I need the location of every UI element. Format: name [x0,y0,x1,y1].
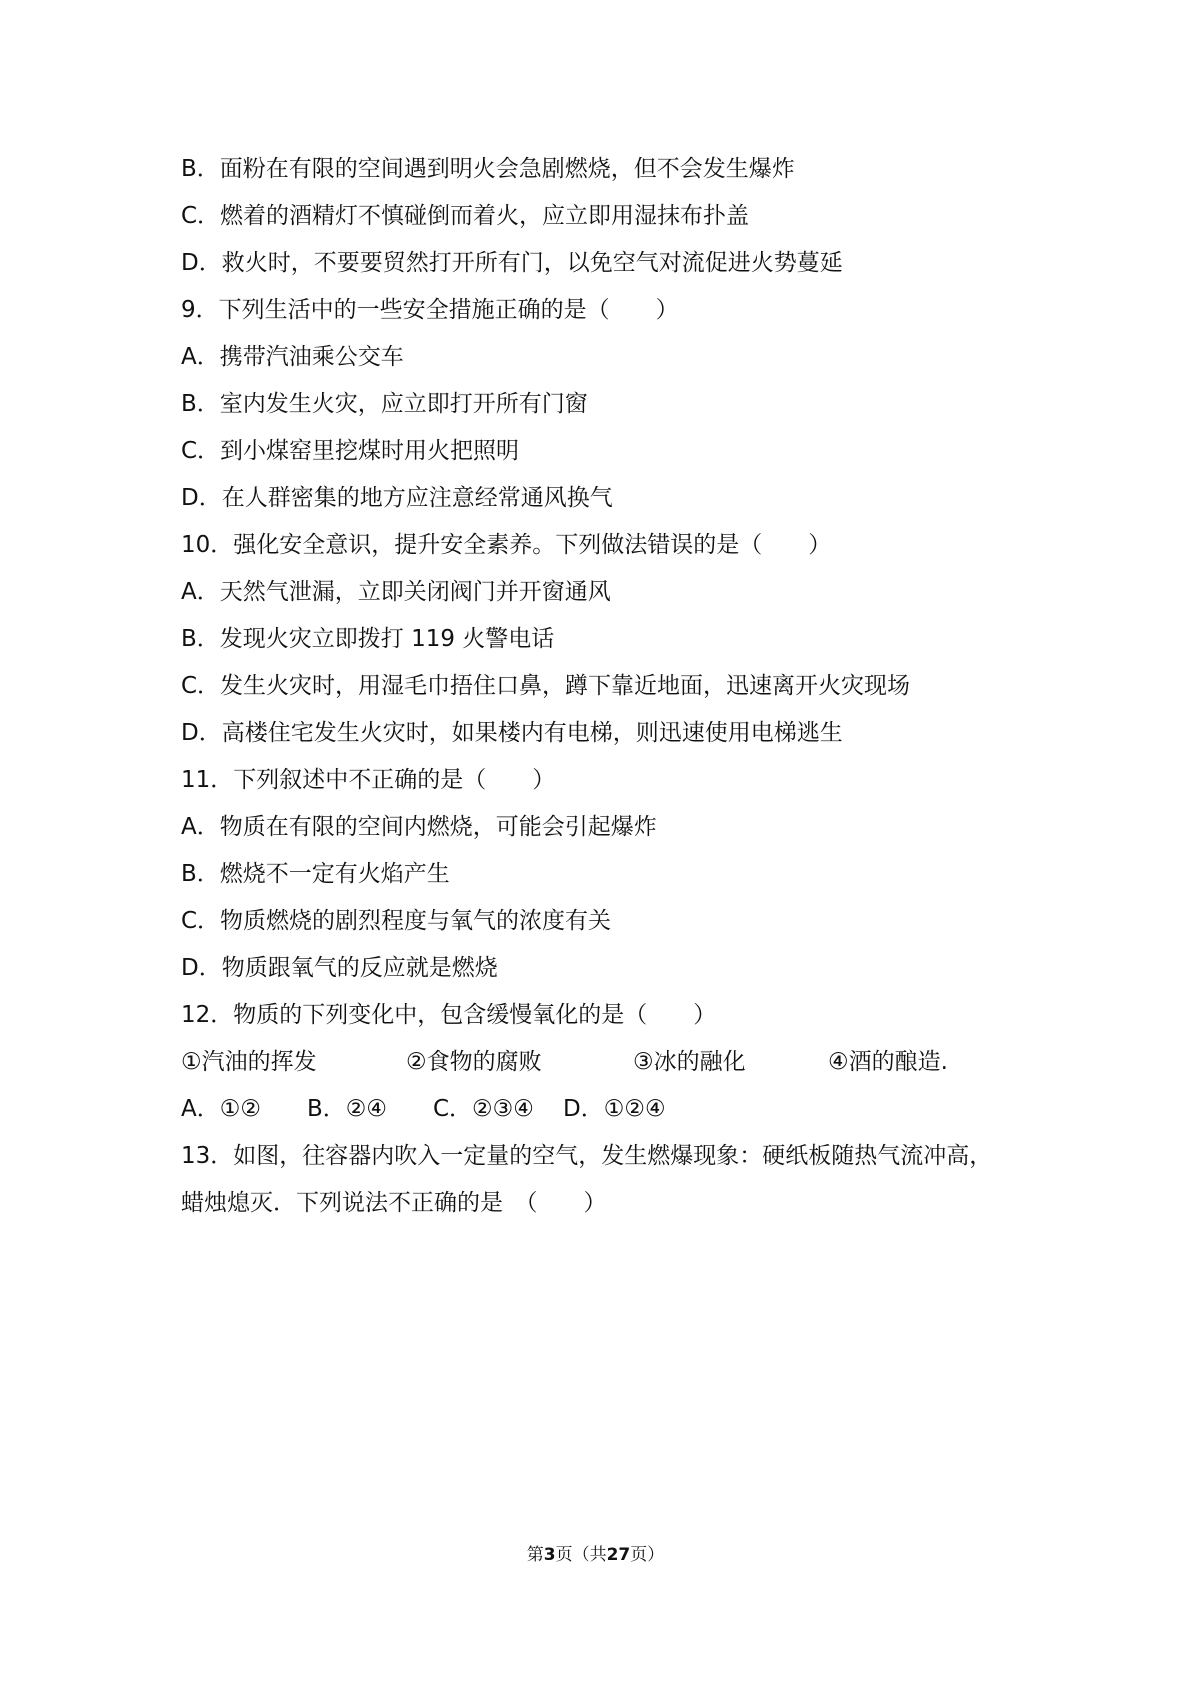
question-content [181,146,1041,1227]
q12-option-c: C．②③④ [433,1096,534,1122]
q8-option-d: D．救火时，不要要贸然打开所有门，以免空气对流促进火势蔓延 [181,250,843,276]
q8-option-b: B．面粉在有限的空间遇到明火会急剧燃烧，但不会发生爆炸 [181,156,795,182]
q11-option-c: C．物质燃烧的剧烈程度与氧气的浓度有关 [181,908,612,934]
q11-option-a: A．物质在有限的空间内燃烧，可能会引起爆炸 [181,814,657,840]
page-footer [0,1543,1191,1567]
q12-item-4: ④酒的酿造. [828,1049,948,1075]
q8-option-c: C．燃着的酒精灯不慎碰倒而着火，应立即用湿抹布扑盖 [181,203,750,229]
q9-option-c: C．到小煤窑里挖煤时用火把照明 [181,438,520,464]
q9-option-d: D．在人群密集的地方应注意经常通风换气 [181,485,613,511]
footer-suffix: 页） [630,1545,665,1565]
q12-item-3: ③冰的融化 [633,1049,746,1075]
q10-option-d: D．高楼住宅发生火灾时，如果楼内有电梯，则迅速使用电梯逃生 [181,720,843,746]
q9-stem: 9．下列生活中的一些安全措施正确的是（ ） [181,297,679,323]
footer-middle: 页（共 [555,1545,607,1565]
footer-page-number: 3 [543,1545,556,1565]
q12-items [181,1039,1041,1086]
footer-prefix: 第 [526,1545,544,1565]
q12-stem: 12．物质的下列变化中，包含缓慢氧化的是（ ） [181,1002,717,1028]
q12-option-d: D．①②④ [563,1096,666,1122]
q11-option-d: D．物质跟氧气的反应就是燃烧 [181,955,498,981]
q10-option-c: C．发生火灾时，用湿毛巾捂住口鼻，蹲下靠近地面，迅速离开火灾现场 [181,673,911,699]
q13-stem-line-1: 13．如图，往容器内吹入一定量的空气，发生燃爆现象：硬纸板随热气流冲高， [181,1143,993,1169]
q12-options [181,1086,1041,1133]
q13-stem-line-2: 蜡烛熄灭．下列说法不正确的是 （ ） [181,1190,607,1216]
q11-stem: 11．下列叙述中不正确的是（ ） [181,767,556,793]
q9-option-a: A．携带汽油乘公交车 [181,344,404,370]
q12-item-2: ②食物的腐败 [406,1049,542,1075]
q12-option-b: B．②④ [307,1096,388,1122]
footer-total-pages: 27 [606,1545,631,1565]
q11-option-b: B．燃烧不一定有火焰产生 [181,861,450,887]
q9-option-b: B．室内发生火灾，应立即打开所有门窗 [181,391,588,417]
q12-option-a: A．①② [181,1096,261,1122]
q10-option-a: A．天然气泄漏，立即关闭阀门并开窗通风 [181,579,611,605]
q10-option-b: B．发现火灾立即拨打 119 火警电话 [181,626,555,652]
q12-item-1: ①汽油的挥发 [181,1049,317,1075]
q10-stem: 10．强化安全意识，提升安全素养。下列做法错误的是（ ） [181,532,832,558]
